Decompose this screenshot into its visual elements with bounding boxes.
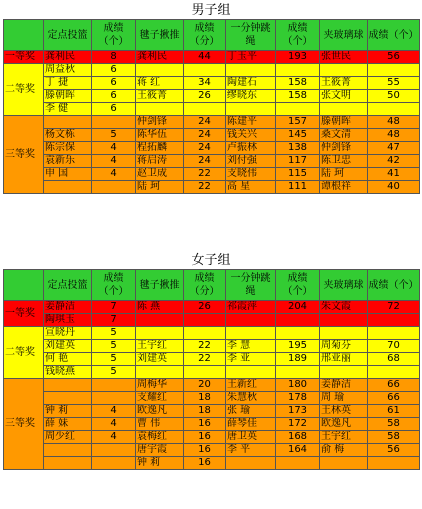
name-cell: 缪晓东 [226, 90, 276, 103]
column-header: 成绩（个） [92, 20, 136, 51]
name-cell: 陆 珂 [320, 168, 368, 181]
score-cell: 4 [92, 418, 136, 431]
name-cell [226, 314, 276, 327]
table-row [4, 77, 420, 90]
score-cell: 138 [276, 142, 320, 155]
award-label: 二等奖 [4, 64, 44, 116]
score-cell: 7 [92, 301, 136, 314]
name-cell: 刘建英 [136, 353, 184, 366]
score-cell [92, 116, 136, 129]
score-cell: 6 [92, 103, 136, 116]
name-cell: 仲剑锋 [136, 116, 184, 129]
score-cell: 42 [368, 155, 420, 168]
award-label: 二等奖 [4, 327, 44, 379]
column-header: 成绩（个） [276, 270, 320, 301]
name-cell: 赵卫成 [136, 168, 184, 181]
score-cell: 6 [92, 90, 136, 103]
name-cell: 朱慧秋 [226, 392, 276, 405]
name-cell: 周少红 [44, 431, 92, 444]
name-cell: 陶建石 [226, 77, 276, 90]
score-cell: 20 [184, 379, 226, 392]
score-cell: 56 [368, 444, 420, 457]
name-cell: 申 国 [44, 168, 92, 181]
header-row [4, 270, 420, 301]
name-cell: 仲剑锋 [320, 142, 368, 155]
name-cell: 朱文霞 [320, 301, 368, 314]
score-cell: 70 [368, 340, 420, 353]
name-cell: 周益秋 [44, 64, 92, 77]
score-cell [368, 457, 420, 470]
name-cell: 欧逸凡 [320, 418, 368, 431]
score-cell [368, 314, 420, 327]
score-cell: 4 [92, 142, 136, 155]
score-cell: 18 [184, 405, 226, 418]
men-table [3, 19, 420, 194]
name-cell: 王林英 [320, 405, 368, 418]
name-cell: 钱关兴 [226, 129, 276, 142]
score-cell [368, 366, 420, 379]
score-cell: 5 [92, 327, 136, 340]
score-cell: 5 [92, 129, 136, 142]
name-cell [226, 103, 276, 116]
score-cell: 189 [276, 353, 320, 366]
score-cell: 22 [184, 353, 226, 366]
table-row [4, 392, 420, 405]
name-cell: 支耀红 [136, 392, 184, 405]
name-cell: 桑文清 [320, 129, 368, 142]
name-cell: 陈卫忠 [320, 155, 368, 168]
name-cell [44, 392, 92, 405]
name-cell: 谭根祥 [320, 181, 368, 194]
score-cell: 24 [184, 155, 226, 168]
score-cell: 58 [368, 418, 420, 431]
score-cell: 145 [276, 129, 320, 142]
score-cell [184, 314, 226, 327]
name-cell: 钟 莉 [136, 457, 184, 470]
name-cell: 刘建英 [44, 340, 92, 353]
name-cell: 袁梅红 [136, 431, 184, 444]
score-cell: 16 [184, 457, 226, 470]
column-header: 毽子揪推 [136, 20, 184, 51]
score-cell: 115 [276, 168, 320, 181]
score-cell: 72 [368, 301, 420, 314]
men-title: 男子组 [191, 3, 231, 18]
name-cell: 滕朝晖 [44, 90, 92, 103]
column-header: 成绩（分） [184, 20, 226, 51]
name-cell [136, 366, 184, 379]
name-cell: 王宇红 [320, 431, 368, 444]
name-cell: 陈建平 [226, 116, 276, 129]
column-header: 毽子揪推 [136, 270, 184, 301]
score-cell: 158 [276, 90, 320, 103]
name-cell: 王新红 [226, 379, 276, 392]
score-cell: 16 [184, 418, 226, 431]
name-cell [226, 366, 276, 379]
name-cell [44, 379, 92, 392]
name-cell: 薛琴佳 [226, 418, 276, 431]
score-cell: 5 [92, 340, 136, 353]
score-cell: 173 [276, 405, 320, 418]
name-cell: 何 艳 [44, 353, 92, 366]
name-cell [320, 103, 368, 116]
score-cell: 24 [184, 129, 226, 142]
score-cell [184, 64, 226, 77]
name-cell: 钱晓燕 [44, 366, 92, 379]
score-cell: 26 [184, 90, 226, 103]
name-cell [44, 116, 92, 129]
name-cell: 龚利民 [136, 51, 184, 64]
score-cell: 41 [368, 168, 420, 181]
name-cell: 周菊芬 [320, 340, 368, 353]
name-cell: 滕朝晖 [320, 116, 368, 129]
score-cell: 66 [368, 392, 420, 405]
score-cell [276, 103, 320, 116]
name-cell [44, 181, 92, 194]
score-cell: 7 [92, 314, 136, 327]
table-row [4, 155, 420, 168]
column-header: 定点投篮 [44, 270, 92, 301]
column-header [4, 20, 44, 51]
score-cell: 4 [92, 431, 136, 444]
name-cell: 杨文栋 [44, 129, 92, 142]
table-row [4, 405, 420, 418]
name-cell: 李 健 [44, 103, 92, 116]
score-cell [276, 457, 320, 470]
table-row [4, 444, 420, 457]
column-header [4, 270, 44, 301]
score-cell [92, 392, 136, 405]
table-row [4, 90, 420, 103]
name-cell [320, 457, 368, 470]
name-cell [320, 314, 368, 327]
header-row [4, 20, 420, 51]
name-cell: 陶琪玉 [44, 314, 92, 327]
name-cell: 祁霞萍 [226, 301, 276, 314]
name-cell: 张 瑜 [226, 405, 276, 418]
table-row [4, 379, 420, 392]
award-label: 三等奖 [4, 116, 44, 194]
score-cell: 47 [368, 142, 420, 155]
table-row [4, 301, 420, 314]
name-cell: 陈宗保 [44, 142, 92, 155]
name-cell: 丁玉平 [226, 51, 276, 64]
women-title: 女子组 [191, 253, 231, 268]
score-cell: 111 [276, 181, 320, 194]
name-cell: 张世民 [320, 51, 368, 64]
score-cell: 193 [276, 51, 320, 64]
score-cell [184, 327, 226, 340]
table-row [4, 168, 420, 181]
score-cell: 68 [368, 353, 420, 366]
name-cell: 唐卫英 [226, 431, 276, 444]
score-cell [184, 103, 226, 116]
score-cell: 50 [368, 90, 420, 103]
score-cell: 22 [184, 181, 226, 194]
name-cell: 丁 捷 [44, 77, 92, 90]
name-cell: 陆 珂 [136, 181, 184, 194]
table-row [4, 181, 420, 194]
name-cell: 宣晓丹 [44, 327, 92, 340]
score-cell: 178 [276, 392, 320, 405]
award-label: 一等奖 [4, 301, 44, 327]
name-cell: 王筱菁 [136, 90, 184, 103]
name-cell: 陈华伍 [136, 129, 184, 142]
score-cell: 22 [184, 168, 226, 181]
table-row [4, 314, 420, 327]
score-cell: 55 [368, 77, 420, 90]
score-cell: 22 [184, 340, 226, 353]
name-cell: 袁新乐 [44, 155, 92, 168]
name-cell [136, 103, 184, 116]
score-cell: 157 [276, 116, 320, 129]
score-cell: 168 [276, 431, 320, 444]
score-cell: 6 [92, 64, 136, 77]
name-cell: 卢振林 [226, 142, 276, 155]
score-cell: 61 [368, 405, 420, 418]
name-cell: 薛 妹 [44, 418, 92, 431]
score-cell: 5 [92, 366, 136, 379]
name-cell: 钟 莉 [44, 405, 92, 418]
table-row [4, 353, 420, 366]
name-cell: 李 平 [226, 444, 276, 457]
name-cell: 陈 燕 [136, 301, 184, 314]
name-cell [44, 444, 92, 457]
name-cell: 刘付强 [226, 155, 276, 168]
name-cell [44, 457, 92, 470]
score-cell: 56 [368, 51, 420, 64]
name-cell [136, 64, 184, 77]
score-cell: 164 [276, 444, 320, 457]
table-row [4, 418, 420, 431]
table-row [4, 103, 420, 116]
table-row [4, 457, 420, 470]
score-cell: 16 [184, 431, 226, 444]
name-cell: 张文明 [320, 90, 368, 103]
column-header: 成绩（个） [368, 270, 420, 301]
score-cell [92, 444, 136, 457]
column-header: 定点投篮 [44, 20, 92, 51]
score-cell: 16 [184, 444, 226, 457]
score-cell [92, 457, 136, 470]
score-cell: 58 [368, 431, 420, 444]
name-cell: 李 慧 [226, 340, 276, 353]
score-cell [276, 366, 320, 379]
score-cell: 48 [368, 116, 420, 129]
name-cell: 周 瑜 [320, 392, 368, 405]
score-cell: 4 [92, 168, 136, 181]
name-cell [320, 64, 368, 77]
name-cell [226, 64, 276, 77]
score-cell: 66 [368, 379, 420, 392]
score-cell: 172 [276, 418, 320, 431]
score-cell: 4 [92, 155, 136, 168]
table-row [4, 366, 420, 379]
name-cell: 俞 梅 [320, 444, 368, 457]
column-header: 成绩（分） [184, 270, 226, 301]
name-cell [226, 457, 276, 470]
score-cell [92, 379, 136, 392]
column-header: 夹玻璃球 [320, 270, 368, 301]
score-cell: 204 [276, 301, 320, 314]
score-cell: 6 [92, 77, 136, 90]
score-cell: 40 [368, 181, 420, 194]
score-cell: 18 [184, 392, 226, 405]
column-header: 一分钟跳绳 [226, 20, 276, 51]
score-cell: 26 [184, 301, 226, 314]
score-cell: 195 [276, 340, 320, 353]
name-cell: 姜静洁 [44, 301, 92, 314]
name-cell: 龚利民 [44, 51, 92, 64]
score-cell [368, 64, 420, 77]
name-cell: 高 星 [226, 181, 276, 194]
score-cell: 5 [92, 353, 136, 366]
table-row [4, 327, 420, 340]
name-cell [136, 314, 184, 327]
score-cell: 117 [276, 155, 320, 168]
column-header: 成绩（个） [276, 20, 320, 51]
table-row [4, 431, 420, 444]
name-cell: 程拓麟 [136, 142, 184, 155]
name-cell: 曹 伟 [136, 418, 184, 431]
table-row [4, 51, 420, 64]
name-cell: 王宇红 [136, 340, 184, 353]
score-cell [184, 366, 226, 379]
name-cell [320, 366, 368, 379]
score-cell [92, 181, 136, 194]
score-cell [276, 314, 320, 327]
column-header: 夹玻璃球 [320, 20, 368, 51]
table-row [4, 129, 420, 142]
table-row [4, 64, 420, 77]
name-cell: 周梅华 [136, 379, 184, 392]
score-cell [368, 327, 420, 340]
name-cell: 姜静洁 [320, 379, 368, 392]
score-cell: 8 [92, 51, 136, 64]
table-row [4, 116, 420, 129]
score-cell [276, 327, 320, 340]
table-row [4, 340, 420, 353]
score-cell: 158 [276, 77, 320, 90]
name-cell: 李 亚 [226, 353, 276, 366]
score-cell: 4 [92, 405, 136, 418]
name-cell: 王筱菁 [320, 77, 368, 90]
name-cell: 蒋 红 [136, 77, 184, 90]
score-cell [368, 103, 420, 116]
score-cell: 24 [184, 142, 226, 155]
score-cell: 48 [368, 129, 420, 142]
name-cell: 蒋启涛 [136, 155, 184, 168]
column-header: 成绩（个） [368, 20, 420, 51]
award-label: 一等奖 [4, 51, 44, 64]
score-cell: 44 [184, 51, 226, 64]
table-row [4, 142, 420, 155]
score-cell: 34 [184, 77, 226, 90]
name-cell: 欧逸凡 [136, 405, 184, 418]
name-cell: 邢亚丽 [320, 353, 368, 366]
name-cell: 支晓伟 [226, 168, 276, 181]
award-label: 三等奖 [4, 379, 44, 470]
column-header: 一分钟跳绳 [226, 270, 276, 301]
name-cell: 唐宇霞 [136, 444, 184, 457]
score-cell: 24 [184, 116, 226, 129]
women-table [3, 269, 420, 470]
column-header: 成绩（个） [92, 270, 136, 301]
name-cell [136, 327, 184, 340]
name-cell [226, 327, 276, 340]
name-cell [320, 327, 368, 340]
score-cell [276, 64, 320, 77]
score-cell: 180 [276, 379, 320, 392]
